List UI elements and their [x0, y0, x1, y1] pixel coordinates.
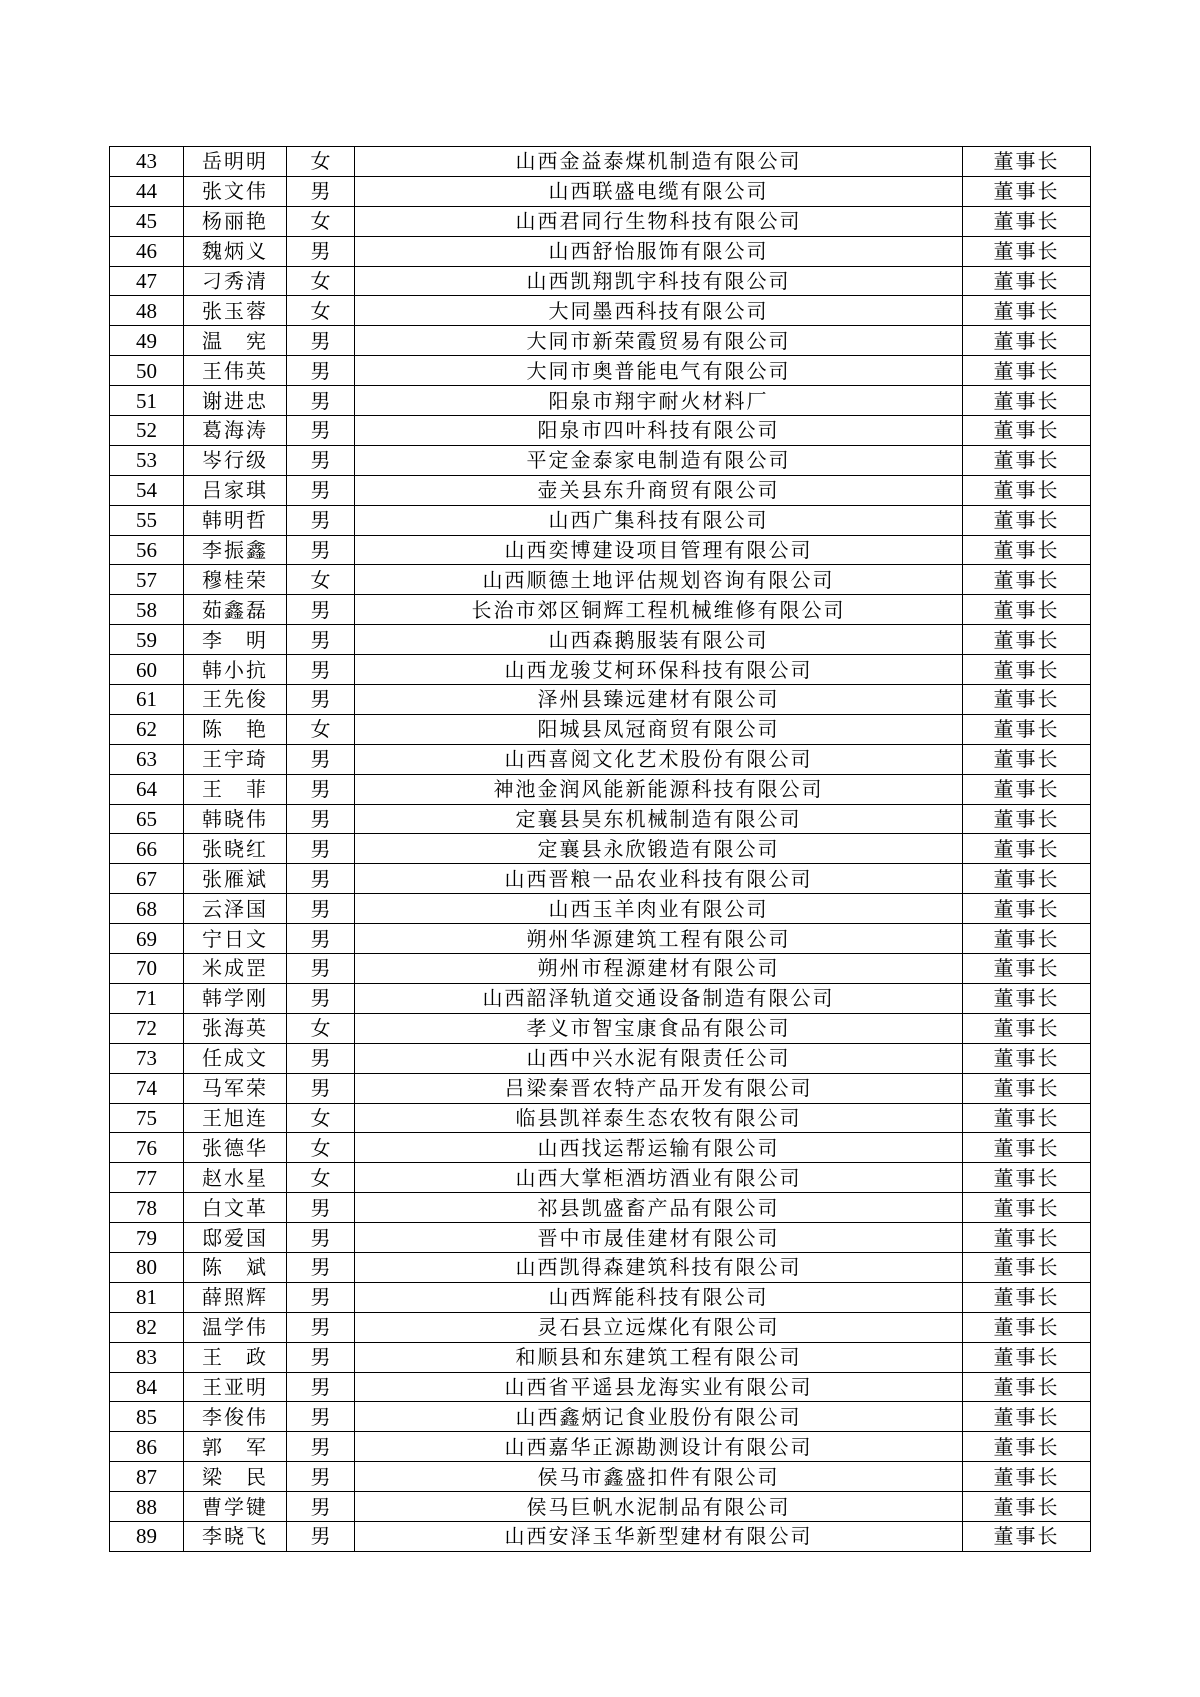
row-number-cell: 55 — [110, 505, 184, 535]
gender-cell: 男 — [287, 804, 355, 834]
table-row — [110, 1402, 1091, 1432]
job-title-cell: 董事长 — [963, 565, 1091, 595]
gender-cell: 男 — [287, 655, 355, 685]
gender-cell: 男 — [287, 685, 355, 715]
gender-cell: 男 — [287, 924, 355, 954]
gender-cell: 男 — [287, 535, 355, 565]
row-number-cell: 82 — [110, 1312, 184, 1342]
table-row — [110, 147, 1091, 177]
company-name-cell: 侯马巨帆水泥制品有限公司 — [355, 1492, 963, 1522]
table-row — [110, 1432, 1091, 1462]
person-name-cell: 刁秀清 — [184, 266, 287, 296]
table-row — [110, 774, 1091, 804]
table-row — [110, 535, 1091, 565]
gender-cell: 男 — [287, 1312, 355, 1342]
job-title-cell: 董事长 — [963, 1013, 1091, 1043]
company-name-cell: 山西晋粮一品农业科技有限公司 — [355, 864, 963, 894]
job-title-cell: 董事长 — [963, 1402, 1091, 1432]
gender-cell: 男 — [287, 1521, 355, 1551]
row-number-cell: 87 — [110, 1462, 184, 1492]
job-title-cell: 董事长 — [963, 834, 1091, 864]
gender-cell: 女 — [287, 1163, 355, 1193]
gender-cell: 男 — [287, 445, 355, 475]
row-number-cell: 49 — [110, 326, 184, 356]
row-number-cell: 73 — [110, 1043, 184, 1073]
person-name-cell: 米成罡 — [184, 954, 287, 984]
table-row — [110, 1223, 1091, 1253]
table-row — [110, 416, 1091, 446]
company-name-cell: 阳城县凤冠商贸有限公司 — [355, 714, 963, 744]
table-row — [110, 1103, 1091, 1133]
table-row — [110, 206, 1091, 236]
gender-cell: 男 — [287, 386, 355, 416]
row-number-cell: 79 — [110, 1223, 184, 1253]
table-row — [110, 924, 1091, 954]
company-name-cell: 山西玉羊肉业有限公司 — [355, 894, 963, 924]
company-name-cell: 朔州市程源建材有限公司 — [355, 954, 963, 984]
gender-cell: 女 — [287, 266, 355, 296]
table-row — [110, 1163, 1091, 1193]
person-name-cell: 陈 斌 — [184, 1252, 287, 1282]
gender-cell: 男 — [287, 774, 355, 804]
row-number-cell: 57 — [110, 565, 184, 595]
gender-cell: 男 — [287, 834, 355, 864]
gender-cell: 女 — [287, 1133, 355, 1163]
company-name-cell: 神池金润风能新能源科技有限公司 — [355, 774, 963, 804]
person-name-cell: 杨丽艳 — [184, 206, 287, 236]
job-title-cell: 董事长 — [963, 894, 1091, 924]
person-name-cell: 白文革 — [184, 1193, 287, 1223]
company-name-cell: 晋中市晟佳建材有限公司 — [355, 1223, 963, 1253]
row-number-cell: 58 — [110, 595, 184, 625]
job-title-cell: 董事长 — [963, 535, 1091, 565]
gender-cell: 男 — [287, 1432, 355, 1462]
table-row — [110, 1312, 1091, 1342]
job-title-cell: 董事长 — [963, 326, 1091, 356]
row-number-cell: 88 — [110, 1492, 184, 1522]
company-name-cell: 山西龙骏艾柯环保科技有限公司 — [355, 655, 963, 685]
row-number-cell: 67 — [110, 864, 184, 894]
table-row — [110, 356, 1091, 386]
job-title-cell: 董事长 — [963, 1432, 1091, 1462]
company-name-cell: 山西辉能科技有限公司 — [355, 1282, 963, 1312]
table-row — [110, 1492, 1091, 1522]
gender-cell: 男 — [287, 236, 355, 266]
job-title-cell: 董事长 — [963, 1193, 1091, 1223]
person-name-cell: 韩小抗 — [184, 655, 287, 685]
person-name-cell: 温 宪 — [184, 326, 287, 356]
table-row — [110, 475, 1091, 505]
company-name-cell: 阳泉市翔宇耐火材料厂 — [355, 386, 963, 416]
row-number-cell: 65 — [110, 804, 184, 834]
row-number-cell: 84 — [110, 1372, 184, 1402]
gender-cell: 男 — [287, 505, 355, 535]
company-name-cell: 和顺县和东建筑工程有限公司 — [355, 1342, 963, 1372]
job-title-cell: 董事长 — [963, 236, 1091, 266]
table-row — [110, 1013, 1091, 1043]
row-number-cell: 80 — [110, 1252, 184, 1282]
person-name-cell: 吕家琪 — [184, 475, 287, 505]
job-title-cell: 董事长 — [963, 983, 1091, 1013]
job-title-cell: 董事长 — [963, 1223, 1091, 1253]
table-row — [110, 744, 1091, 774]
person-name-cell: 赵水星 — [184, 1163, 287, 1193]
person-name-cell: 韩学刚 — [184, 983, 287, 1013]
company-name-cell: 孝义市智宝康食品有限公司 — [355, 1013, 963, 1043]
company-name-cell: 山西奕博建设项目管理有限公司 — [355, 535, 963, 565]
company-name-cell: 长治市郊区铜辉工程机械维修有限公司 — [355, 595, 963, 625]
row-number-cell: 48 — [110, 296, 184, 326]
person-name-cell: 邸爱国 — [184, 1223, 287, 1253]
company-name-cell: 山西韶泽轨道交通设备制造有限公司 — [355, 983, 963, 1013]
row-number-cell: 68 — [110, 894, 184, 924]
company-name-cell: 侯马市鑫盛扣件有限公司 — [355, 1462, 963, 1492]
table-row — [110, 236, 1091, 266]
job-title-cell: 董事长 — [963, 1312, 1091, 1342]
table-row — [110, 954, 1091, 984]
gender-cell: 男 — [287, 475, 355, 505]
row-number-cell: 77 — [110, 1163, 184, 1193]
row-number-cell: 71 — [110, 983, 184, 1013]
person-name-cell: 谢进忠 — [184, 386, 287, 416]
job-title-cell: 董事长 — [963, 475, 1091, 505]
row-number-cell: 75 — [110, 1103, 184, 1133]
table-row — [110, 326, 1091, 356]
company-name-cell: 山西金益泰煤机制造有限公司 — [355, 147, 963, 177]
row-number-cell: 43 — [110, 147, 184, 177]
job-title-cell: 董事长 — [963, 685, 1091, 715]
company-name-cell: 大同市新荣霞贸易有限公司 — [355, 326, 963, 356]
table-row — [110, 1372, 1091, 1402]
gender-cell: 男 — [287, 625, 355, 655]
gender-cell: 男 — [287, 1342, 355, 1372]
row-number-cell: 89 — [110, 1521, 184, 1551]
job-title-cell: 董事长 — [963, 1163, 1091, 1193]
company-name-cell: 山西舒怡服饰有限公司 — [355, 236, 963, 266]
gender-cell: 男 — [287, 1372, 355, 1402]
person-name-cell: 王 菲 — [184, 774, 287, 804]
gender-cell: 女 — [287, 1013, 355, 1043]
person-name-cell: 葛海涛 — [184, 416, 287, 446]
gender-cell: 男 — [287, 1492, 355, 1522]
job-title-cell: 董事长 — [963, 147, 1091, 177]
job-title-cell: 董事长 — [963, 625, 1091, 655]
row-number-cell: 44 — [110, 176, 184, 206]
row-number-cell: 76 — [110, 1133, 184, 1163]
row-number-cell: 62 — [110, 714, 184, 744]
person-name-cell: 王宇琦 — [184, 744, 287, 774]
gender-cell: 女 — [287, 147, 355, 177]
gender-cell: 男 — [287, 1462, 355, 1492]
gender-cell: 女 — [287, 714, 355, 744]
company-name-cell: 吕梁秦晋农特产品开发有限公司 — [355, 1073, 963, 1103]
table-row — [110, 1342, 1091, 1372]
table-row — [110, 1521, 1091, 1551]
table-row — [110, 176, 1091, 206]
person-name-cell: 梁 民 — [184, 1462, 287, 1492]
job-title-cell: 董事长 — [963, 774, 1091, 804]
gender-cell: 男 — [287, 176, 355, 206]
table-row — [110, 266, 1091, 296]
company-name-cell: 山西鑫炳记食业股份有限公司 — [355, 1402, 963, 1432]
table-row — [110, 1043, 1091, 1073]
person-name-cell: 王伟英 — [184, 356, 287, 386]
company-name-cell: 泽州县臻远建材有限公司 — [355, 685, 963, 715]
company-name-cell: 山西君同行生物科技有限公司 — [355, 206, 963, 236]
gender-cell: 男 — [287, 595, 355, 625]
job-title-cell: 董事长 — [963, 505, 1091, 535]
table-row — [110, 655, 1091, 685]
job-title-cell: 董事长 — [963, 1073, 1091, 1103]
person-name-cell: 岳明明 — [184, 147, 287, 177]
row-number-cell: 61 — [110, 685, 184, 715]
person-name-cell: 张雁斌 — [184, 864, 287, 894]
table-row — [110, 1073, 1091, 1103]
gender-cell: 男 — [287, 744, 355, 774]
row-number-cell: 50 — [110, 356, 184, 386]
row-number-cell: 45 — [110, 206, 184, 236]
table-row — [110, 894, 1091, 924]
gender-cell: 女 — [287, 565, 355, 595]
gender-cell: 女 — [287, 1103, 355, 1133]
job-title-cell: 董事长 — [963, 924, 1091, 954]
table-row — [110, 296, 1091, 326]
job-title-cell: 董事长 — [963, 804, 1091, 834]
job-title-cell: 董事长 — [963, 356, 1091, 386]
company-name-cell: 山西森鹅服装有限公司 — [355, 625, 963, 655]
person-name-cell: 温学伟 — [184, 1312, 287, 1342]
company-name-cell: 灵石县立远煤化有限公司 — [355, 1312, 963, 1342]
gender-cell: 男 — [287, 1073, 355, 1103]
table-row — [110, 714, 1091, 744]
company-name-cell: 山西顺德土地评估规划咨询有限公司 — [355, 565, 963, 595]
job-title-cell: 董事长 — [963, 1462, 1091, 1492]
row-number-cell: 52 — [110, 416, 184, 446]
person-name-cell: 张文伟 — [184, 176, 287, 206]
person-name-cell: 郭 军 — [184, 1432, 287, 1462]
job-title-cell: 董事长 — [963, 864, 1091, 894]
table-row — [110, 386, 1091, 416]
job-title-cell: 董事长 — [963, 416, 1091, 446]
gender-cell: 男 — [287, 894, 355, 924]
job-title-cell: 董事长 — [963, 206, 1091, 236]
gender-cell: 男 — [287, 1193, 355, 1223]
company-name-cell: 山西凯得森建筑科技有限公司 — [355, 1252, 963, 1282]
job-title-cell: 董事长 — [963, 1103, 1091, 1133]
company-name-cell: 山西大掌柜酒坊酒业有限公司 — [355, 1163, 963, 1193]
company-name-cell: 山西喜阅文化艺术股份有限公司 — [355, 744, 963, 774]
row-number-cell: 81 — [110, 1282, 184, 1312]
person-name-cell: 韩晓伟 — [184, 804, 287, 834]
table-row — [110, 445, 1091, 475]
person-name-cell: 岑行级 — [184, 445, 287, 475]
company-name-cell: 壶关县东升商贸有限公司 — [355, 475, 963, 505]
gender-cell: 男 — [287, 1223, 355, 1253]
person-name-cell: 韩明哲 — [184, 505, 287, 535]
row-number-cell: 60 — [110, 655, 184, 685]
honoree-table — [109, 146, 1091, 1552]
row-number-cell: 46 — [110, 236, 184, 266]
company-name-cell: 山西嘉华正源勘测设计有限公司 — [355, 1432, 963, 1462]
row-number-cell: 59 — [110, 625, 184, 655]
person-name-cell: 王亚明 — [184, 1372, 287, 1402]
table-row — [110, 983, 1091, 1013]
job-title-cell: 董事长 — [963, 1133, 1091, 1163]
person-name-cell: 李 明 — [184, 625, 287, 655]
gender-cell: 男 — [287, 954, 355, 984]
job-title-cell: 董事长 — [963, 1521, 1091, 1551]
table-row — [110, 864, 1091, 894]
person-name-cell: 张德华 — [184, 1133, 287, 1163]
person-name-cell: 李振鑫 — [184, 535, 287, 565]
row-number-cell: 85 — [110, 1402, 184, 1432]
person-name-cell: 王旭连 — [184, 1103, 287, 1133]
person-name-cell: 张海英 — [184, 1013, 287, 1043]
row-number-cell: 56 — [110, 535, 184, 565]
gender-cell: 男 — [287, 983, 355, 1013]
row-number-cell: 72 — [110, 1013, 184, 1043]
person-name-cell: 王 政 — [184, 1342, 287, 1372]
gender-cell: 男 — [287, 356, 355, 386]
person-name-cell: 张晓红 — [184, 834, 287, 864]
gender-cell: 男 — [287, 864, 355, 894]
table-row — [110, 595, 1091, 625]
job-title-cell: 董事长 — [963, 296, 1091, 326]
gender-cell: 女 — [287, 296, 355, 326]
company-name-cell: 山西广集科技有限公司 — [355, 505, 963, 535]
table-row — [110, 1282, 1091, 1312]
company-name-cell: 山西中兴水泥有限责任公司 — [355, 1043, 963, 1073]
company-name-cell: 山西安泽玉华新型建材有限公司 — [355, 1521, 963, 1551]
row-number-cell: 66 — [110, 834, 184, 864]
job-title-cell: 董事长 — [963, 1372, 1091, 1402]
row-number-cell: 64 — [110, 774, 184, 804]
gender-cell: 女 — [287, 206, 355, 236]
person-name-cell: 茹鑫磊 — [184, 595, 287, 625]
row-number-cell: 63 — [110, 744, 184, 774]
table-row — [110, 1193, 1091, 1223]
job-title-cell: 董事长 — [963, 266, 1091, 296]
table-row — [110, 804, 1091, 834]
person-name-cell: 魏炳义 — [184, 236, 287, 266]
company-name-cell: 祁县凯盛畜产品有限公司 — [355, 1193, 963, 1223]
company-name-cell: 临县凯祥泰生态农牧有限公司 — [355, 1103, 963, 1133]
gender-cell: 男 — [287, 416, 355, 446]
person-name-cell: 任成文 — [184, 1043, 287, 1073]
gender-cell: 男 — [287, 1252, 355, 1282]
job-title-cell: 董事长 — [963, 655, 1091, 685]
table-row — [110, 1133, 1091, 1163]
row-number-cell: 86 — [110, 1432, 184, 1462]
row-number-cell: 70 — [110, 954, 184, 984]
row-number-cell: 78 — [110, 1193, 184, 1223]
company-name-cell: 阳泉市四叶科技有限公司 — [355, 416, 963, 446]
gender-cell: 男 — [287, 1282, 355, 1312]
row-number-cell: 69 — [110, 924, 184, 954]
company-name-cell: 朔州华源建筑工程有限公司 — [355, 924, 963, 954]
table-row — [110, 505, 1091, 535]
company-name-cell: 定襄县昊东机械制造有限公司 — [355, 804, 963, 834]
row-number-cell: 83 — [110, 1342, 184, 1372]
job-title-cell: 董事长 — [963, 595, 1091, 625]
person-name-cell: 穆桂荣 — [184, 565, 287, 595]
person-name-cell: 陈 艳 — [184, 714, 287, 744]
gender-cell: 男 — [287, 1043, 355, 1073]
company-name-cell: 山西找运帮运输有限公司 — [355, 1133, 963, 1163]
person-name-cell: 张玉蓉 — [184, 296, 287, 326]
row-number-cell: 51 — [110, 386, 184, 416]
person-name-cell: 李晓飞 — [184, 1521, 287, 1551]
job-title-cell: 董事长 — [963, 954, 1091, 984]
table-row — [110, 834, 1091, 864]
company-name-cell: 大同墨西科技有限公司 — [355, 296, 963, 326]
table-row — [110, 565, 1091, 595]
job-title-cell: 董事长 — [963, 714, 1091, 744]
company-name-cell: 定襄县永欣锻造有限公司 — [355, 834, 963, 864]
gender-cell: 男 — [287, 1402, 355, 1432]
table-row — [110, 1462, 1091, 1492]
job-title-cell: 董事长 — [963, 1342, 1091, 1372]
company-name-cell: 山西联盛电缆有限公司 — [355, 176, 963, 206]
job-title-cell: 董事长 — [963, 1252, 1091, 1282]
gender-cell: 男 — [287, 326, 355, 356]
row-number-cell: 47 — [110, 266, 184, 296]
person-name-cell: 薛照辉 — [184, 1282, 287, 1312]
person-name-cell: 云泽国 — [184, 894, 287, 924]
job-title-cell: 董事长 — [963, 176, 1091, 206]
job-title-cell: 董事长 — [963, 744, 1091, 774]
job-title-cell: 董事长 — [963, 1492, 1091, 1522]
job-title-cell: 董事长 — [963, 1043, 1091, 1073]
company-name-cell: 平定金泰家电制造有限公司 — [355, 445, 963, 475]
person-name-cell: 马军荣 — [184, 1073, 287, 1103]
row-number-cell: 53 — [110, 445, 184, 475]
job-title-cell: 董事长 — [963, 386, 1091, 416]
person-name-cell: 李俊伟 — [184, 1402, 287, 1432]
row-number-cell: 54 — [110, 475, 184, 505]
person-name-cell: 曹学键 — [184, 1492, 287, 1522]
table-row — [110, 685, 1091, 715]
person-name-cell: 宁日文 — [184, 924, 287, 954]
row-number-cell: 74 — [110, 1073, 184, 1103]
company-name-cell: 大同市奥普能电气有限公司 — [355, 356, 963, 386]
person-name-cell: 王先俊 — [184, 685, 287, 715]
table-row — [110, 1252, 1091, 1282]
table-row — [110, 625, 1091, 655]
table-body — [110, 147, 1091, 1552]
company-name-cell: 山西凯翔凯宇科技有限公司 — [355, 266, 963, 296]
job-title-cell: 董事长 — [963, 445, 1091, 475]
job-title-cell: 董事长 — [963, 1282, 1091, 1312]
company-name-cell: 山西省平遥县龙海实业有限公司 — [355, 1372, 963, 1402]
